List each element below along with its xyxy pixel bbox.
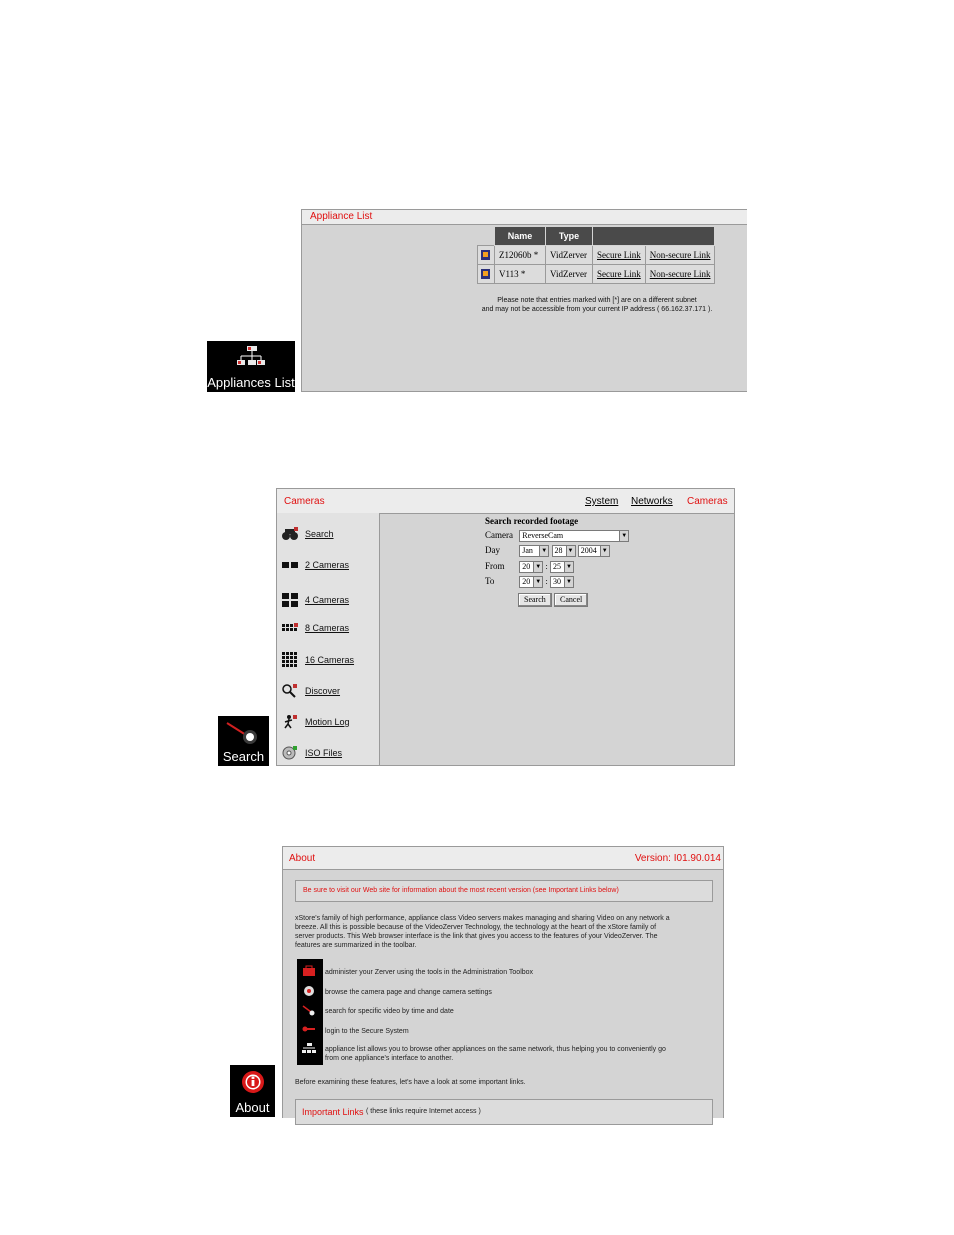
- year-select[interactable]: [578, 545, 610, 557]
- chevron-down-icon: ▼: [539, 546, 548, 556]
- appliances-list-toolbar-icon[interactable]: [207, 341, 295, 392]
- to-row: [485, 576, 574, 588]
- subnet-note-line2: and may not be accessible from your current IP address ( 66.162.37.171 ).: [481, 306, 713, 313]
- appliance-name: V113 *: [495, 265, 546, 284]
- network-tree-icon: [302, 1043, 316, 1055]
- sidebar-item-label: 4 Cameras: [305, 595, 350, 605]
- camera-icon: [302, 985, 316, 997]
- about-label: About: [235, 1100, 270, 1115]
- day-row: [485, 545, 610, 557]
- feature-text-line: from one appliance's interface to another.: [325, 1055, 454, 1062]
- appliance-list-panel: [301, 209, 747, 392]
- chevron-down-icon: ▼: [566, 546, 575, 556]
- sidebar-item-label: Motion Log: [305, 717, 350, 727]
- cameras-panel: [276, 488, 735, 766]
- feature-text-line: appliance list allows you to browse other appliances on the same network, thus helping you to conveniently go: [325, 1046, 666, 1053]
- nav-networks[interactable]: Networks: [631, 496, 673, 507]
- sixteen-cameras-grid-icon: [281, 652, 299, 668]
- four-cameras-grid-icon: [281, 591, 299, 609]
- key-icon: [302, 1023, 316, 1035]
- network-tree-icon: [236, 344, 266, 372]
- intro-line: server products. This Web browser interface is the link that gives you access to the features of your VideoZerver. The: [295, 933, 658, 940]
- intro-text: [295, 914, 720, 950]
- appliances-list-label: Appliances List: [207, 375, 295, 390]
- vidzerver-icon: [481, 250, 490, 260]
- to-minute-select[interactable]: [550, 576, 574, 588]
- form-title: Search recorded footage: [485, 516, 579, 526]
- from-minute-value: 25: [552, 562, 561, 571]
- chevron-down-icon: ▼: [619, 531, 628, 541]
- camera-select-value: ReverseCam: [522, 531, 564, 540]
- month-select[interactable]: [519, 545, 549, 557]
- from-minute-select[interactable]: [550, 561, 574, 573]
- chevron-down-icon: ▼: [600, 546, 609, 556]
- chevron-down-icon: ▼: [564, 577, 573, 587]
- sidebar-item-label: Search: [305, 529, 334, 539]
- chevron-down-icon: ▼: [564, 562, 573, 572]
- sidebar-item-label: 16 Cameras: [305, 655, 355, 665]
- subnet-note: [462, 296, 732, 314]
- time-separator: :: [545, 577, 548, 587]
- sidebar-item-motion-log[interactable]: [281, 715, 350, 729]
- intro-line: features are summarized in the toolbar.: [295, 942, 417, 949]
- intro-line: breeze. All this is possible because of the VideoZerver Technology, the technology at the heart of the xStore family of: [295, 924, 657, 931]
- from-hour-value: 20: [522, 562, 531, 571]
- about-toolbar-icon[interactable]: [230, 1065, 275, 1117]
- appliance-type: VidZerver: [546, 246, 593, 265]
- camera-label: Camera: [485, 530, 513, 541]
- panel-title: Cameras: [284, 496, 325, 507]
- sidebar-item-label: 2 Cameras: [305, 560, 350, 570]
- secure-link[interactable]: Secure Link: [593, 246, 646, 265]
- disc-icon: [281, 746, 299, 760]
- from-hour-select[interactable]: [519, 561, 543, 573]
- column-header-name: Name: [495, 227, 546, 246]
- search-footage-form: [379, 513, 734, 765]
- toolbox-icon: [302, 965, 316, 977]
- sidebar-item-label: Discover: [305, 686, 341, 696]
- sidebar-item-iso-files[interactable]: [281, 746, 342, 760]
- search-label: Search: [222, 749, 265, 764]
- table-row: [478, 246, 715, 265]
- eight-cameras-grid-icon: [281, 621, 299, 635]
- secure-link[interactable]: Secure Link: [593, 265, 646, 284]
- day-label: Day: [485, 545, 500, 556]
- panel-title: About: [289, 853, 316, 864]
- day-select[interactable]: [552, 545, 576, 557]
- search-toolbar-icon[interactable]: [218, 716, 269, 766]
- table-header-row: [478, 227, 715, 246]
- two-cameras-grid-icon: [281, 558, 299, 572]
- nav-system[interactable]: System: [585, 496, 619, 507]
- chevron-down-icon: ▼: [533, 577, 542, 587]
- subnet-note-line1: Please note that entries marked with [*] are on a different subnet: [497, 297, 697, 304]
- to-minute-value: 30: [552, 577, 561, 586]
- month-value: Jan: [522, 546, 533, 555]
- table-row: [478, 265, 715, 284]
- to-hour-select[interactable]: [519, 576, 543, 588]
- feature-text-login: login to the Secure System: [325, 1028, 409, 1035]
- camera-row: [485, 530, 629, 542]
- vidzerver-icon: [481, 269, 490, 279]
- search-probe-icon: [302, 1004, 316, 1016]
- search-probe-icon: [224, 719, 260, 747]
- appliance-name: Z12060b *: [495, 246, 546, 265]
- feature-text-appliances: [325, 1045, 666, 1063]
- search-button[interactable]: Search: [518, 593, 552, 607]
- intro-line: xStore's family of high performance, appliance class Video servers makes managing and sharing Video on any network a: [295, 915, 670, 922]
- column-header-links: [593, 227, 715, 246]
- important-links-title[interactable]: Important Links: [302, 1107, 364, 1117]
- to-label: To: [485, 576, 495, 587]
- important-links-note: ( these links require Internet access ): [366, 1108, 481, 1115]
- cameras-header: [277, 489, 734, 514]
- feature-text-admin: administer your Zerver using the tools in the Administration Toolbox: [325, 969, 534, 976]
- version-notice: Be sure to visit our Web site for information about the most recent version (see Important Links below): [303, 887, 619, 894]
- magnifier-icon: [281, 684, 299, 698]
- column-header-type: Type: [546, 227, 593, 246]
- appliance-table: [477, 226, 715, 284]
- from-row: [485, 561, 574, 573]
- sidebar-item-4-cameras[interactable]: [281, 591, 349, 609]
- feature-icon-strip: [297, 959, 323, 1065]
- binoculars-icon: [281, 527, 299, 541]
- day-value: 28: [554, 546, 563, 555]
- sidebar-item-label: ISO Files: [305, 748, 343, 758]
- sidebar-item-16-cameras[interactable]: [281, 652, 354, 668]
- before-text: Before examining these features, let's have a look at some important links.: [295, 1079, 526, 1086]
- feature-text-search: search for specific video by time and date: [325, 1008, 454, 1015]
- cameras-sidebar: [277, 513, 380, 765]
- chevron-down-icon: ▼: [533, 562, 542, 572]
- about-header: [283, 847, 723, 870]
- appliance-type: VidZerver: [546, 265, 593, 284]
- important-links-box: [295, 1099, 713, 1125]
- sidebar-item-search[interactable]: [281, 527, 334, 541]
- nav-cameras[interactable]: Cameras: [687, 496, 728, 507]
- non-secure-link[interactable]: Non-secure Link: [645, 246, 715, 265]
- from-label: From: [485, 561, 505, 572]
- version-label: Version: I01.90.014: [634, 853, 721, 864]
- sidebar-item-label: 8 Cameras: [305, 623, 350, 633]
- version-notice-box: [295, 880, 713, 902]
- sidebar-item-discover[interactable]: [281, 684, 340, 698]
- to-hour-value: 20: [522, 577, 531, 586]
- time-separator: :: [545, 562, 548, 572]
- cancel-button[interactable]: Cancel: [554, 593, 588, 607]
- about-panel: [282, 846, 724, 1118]
- panel-header: [302, 210, 747, 225]
- panel-title: Appliance List: [310, 211, 373, 222]
- feature-text-camera: browse the camera page and change camera settings: [325, 989, 492, 996]
- form-buttons: [518, 593, 588, 607]
- sidebar-item-8-cameras[interactable]: [281, 621, 349, 635]
- sidebar-item-2-cameras[interactable]: [281, 558, 349, 572]
- non-secure-link[interactable]: Non-secure Link: [645, 265, 715, 284]
- year-value: 2004: [580, 546, 597, 555]
- running-figure-icon: [281, 715, 299, 729]
- info-icon: [240, 1069, 266, 1095]
- camera-select[interactable]: [519, 530, 629, 542]
